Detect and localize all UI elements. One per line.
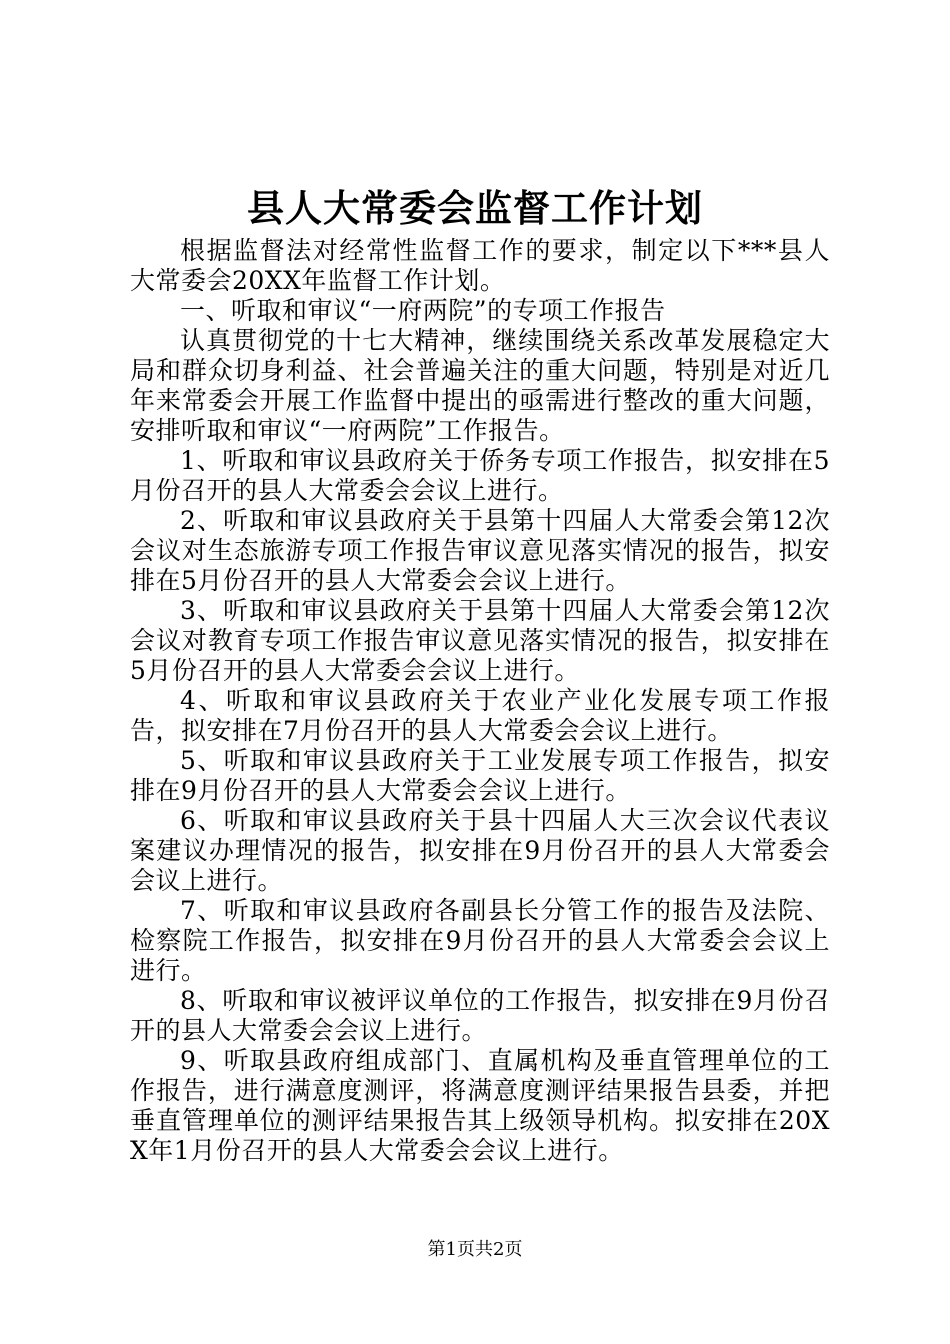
page-number: 第1页 — [427, 1239, 475, 1260]
list-item-7: 7、听取和审议县政府各副县长分管工作的报告及法院、检察院工作报告，拟安排在9月份召开的县人大常委会会议上进行。 — [130, 896, 830, 985]
list-item-5: 5、听取和审议县政府关于工业发展专项工作报告，拟安排在9月份召开的县人大常委会会议上进行。 — [130, 746, 830, 805]
list-item-6: 6、听取和审议县政府关于县十四届人大三次会议代表议案建议办理情况的报告，拟安排在9月份召开的县人大常委会会议上进行。 — [130, 806, 830, 895]
paragraph-overview: 认真贯彻党的十七大精神，继续围绕关系改革发展稳定大局和群众切身利益、社会普遍关注的重大问题，特别是对近几年来常委会开展工作监督中提出的亟需进行整改的重大问题，安排听取和审议“一府两院”工作报告。 — [130, 326, 830, 445]
list-item-4: 4、听取和审议县政府关于农业产业化发展专项工作报告，拟安排在7月份召开的县人大常委会会议上进行。 — [130, 686, 830, 745]
page-footer — [0, 1238, 950, 1262]
document-body — [130, 236, 830, 1166]
section-heading: 一、听取和审议“一府两院”的专项工作报告 — [180, 296, 666, 325]
list-item-1: 1、听取和审议县政府关于侨务专项工作报告，拟安排在5月份召开的县人大常委会会议上进行。 — [130, 446, 830, 505]
list-item-3: 3、听取和审议县政府关于县第十四届人大常委会第12次会议对教育专项工作报告审议意见落实情况的报告，拟安排在5月份召开的县人大常委会会议上进行。 — [130, 596, 830, 685]
list-item-8: 8、听取和审议被评议单位的工作报告，拟安排在9月份召开的县人大常委会会议上进行。 — [130, 986, 830, 1045]
list-item-2: 2、听取和审议县政府关于县第十四届人大常委会第12次会议对生态旅游专项工作报告审议意见落实情况的报告，拟安排在5月份召开的县人大常委会会议上进行。 — [130, 506, 830, 595]
list-item-9: 9、听取县政府组成部门、直属机构及垂直管理单位的工作报告，进行满意度测评，将满意度测评结果报告县委，并把垂直管理单位的测评结果报告其上级领导机构。拟安排在20XX年1月份召开的县人大常委会会议上进行。 — [130, 1046, 830, 1165]
paragraph-intro: 根据监督法对经常性监督工作的要求，制定以下***县人大常委会20XX年监督工作计划。 — [130, 236, 830, 295]
page-total: 共2页 — [475, 1239, 523, 1260]
document-title: 县人大常委会监督工作计划 — [247, 186, 703, 230]
